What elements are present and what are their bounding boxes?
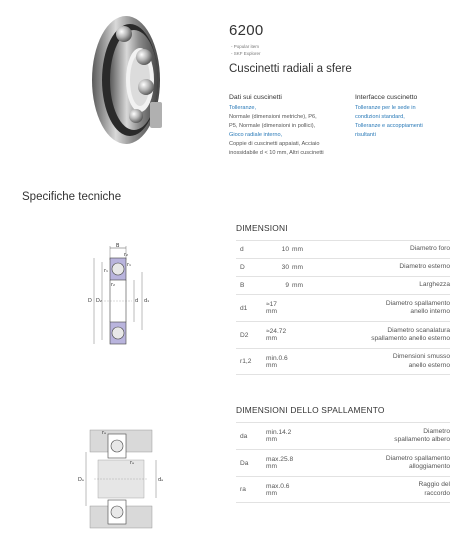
dim-description-line1: Diametro spallamento [385,454,450,462]
dim-value: 9 [285,282,289,289]
table-row [236,348,450,375]
seat-tolerances-link-cont[interactable]: condizioni standard, [355,114,405,120]
dim-symbol: r1,2 [240,358,252,365]
dim-value: 10 [281,246,289,253]
abutment-table [236,405,450,503]
dim-description [332,481,450,498]
dim-symbol: D [240,264,245,271]
dim-value: max.0.6 [266,482,290,490]
bearing-interfaces-column [355,93,455,140]
dim-description-line2: spallamento albero [394,436,450,443]
data-line-6: inossidabile d < 10 mm, Altri cuscinetti [229,150,324,156]
product-code: 6200 [229,22,264,39]
data-line-3: P5, Normale (dimensioni in pollici), [229,123,316,129]
tag-popular: - Popular item [231,44,260,49]
dim-value-stack [266,328,294,342]
technical-specs-heading: Specifiche tecniche [22,191,122,203]
label-Da: Dₐ [78,477,84,483]
dim-value-stack [266,456,302,470]
dim-value: ≈24.72 [266,328,287,335]
fits-link-cont[interactable]: risultanti [355,132,376,138]
dim-value-stack [266,355,294,369]
tag-explorer: - SKF Explorer [231,50,261,56]
abutment-drawing [76,424,166,534]
dim-description: Diametro foro [410,245,450,253]
dim-unit: mm [266,463,277,470]
dim-unit: mm [292,282,303,289]
dim-value: min.14.2 [266,429,292,436]
dim-description [324,353,450,370]
dim-value: max.25.8 [266,456,294,463]
dim-value-stack [266,483,302,497]
dim-value-stack [266,429,302,443]
bearing-interfaces-title: Interfacce cuscinetto [355,94,418,101]
dimensions-table [236,223,450,375]
table-row [236,294,450,321]
table-row [236,240,450,258]
dim-description-line1: Dimensioni smusso [392,353,450,360]
dim-symbol: ra [240,486,246,493]
dim-unit: mm [266,335,277,342]
dim-description [324,300,450,317]
dim-unit: mm [266,361,277,369]
dim-unit: mm [266,308,277,315]
bearing-data-title: Dati sui cuscinetti [229,94,282,101]
dim-description: Larghezza [419,281,450,289]
dim-description-line1: Diametro spallamento [385,299,450,307]
label-ra-inner: rₐ [130,460,135,466]
label-d: d [135,298,139,304]
table-row [236,276,450,294]
dim-description [324,327,450,344]
fits-link[interactable]: Tolleranze e accoppiamenti [355,123,423,129]
dim-symbol: Da [240,459,249,467]
label-r2-inner: r₂ [111,282,116,288]
bearing-product-image [86,12,178,148]
tolerances-link[interactable]: Tolleranze, [229,105,257,111]
label-d1: d₁ [144,298,150,304]
bearing-data-column [229,93,341,158]
dim-symbol: d1 [240,304,248,312]
dim-description [332,455,450,472]
dim-value: ≈17 [266,301,277,308]
label-D2: D₂ [96,298,102,304]
label-D: D [88,298,92,304]
dim-description: Diametro esterno [399,263,450,271]
data-line-2: Normale (dimensioni metriche), P6, [229,114,317,120]
dim-description [332,428,450,445]
label-da: dₐ [158,477,164,483]
dimensions-title: DIMENSIONI [236,223,288,233]
dim-description-line1: Diametro scanalatura [387,326,450,334]
label-B: B [116,243,120,249]
dim-description-line1: Diametro [423,427,450,435]
dim-unit: mm [292,264,303,271]
table-row [236,449,450,476]
dim-unit: mm [266,436,277,443]
dim-symbol: d [240,246,244,253]
product-tags [231,44,261,57]
dim-symbol: da [240,432,248,440]
label-ra-top: rₐ [102,430,107,436]
label-r1-left: r₁ [104,268,109,274]
dim-description-line2: raccordo [424,489,450,497]
data-line-5: Coppie di cuscinetti appaiati, Acciaio [229,141,320,147]
dim-description-line2: alloggiamento [408,463,450,470]
dim-unit: mm [266,489,277,497]
dim-unit: mm [292,246,303,253]
dim-description-line2: anello interno [410,308,450,315]
dim-symbol: D2 [240,331,249,339]
dim-description-line1: Raggio del [418,481,450,488]
abutment-title: DIMENSIONI DELLO SPALLAMENTO [236,405,385,415]
dimensions-drawing [80,242,160,354]
table-row [236,422,450,449]
dim-description-line2: spallamento anello esterno [371,335,450,342]
label-r1-right: r₁ [127,262,132,268]
table-row [236,321,450,348]
dim-value-stack [266,301,294,315]
label-r2-top: r₂ [124,252,129,258]
radial-clearance-link[interactable]: Gioco radiale interno, [229,132,283,138]
dim-description-line2: anello esterno [408,361,450,369]
dim-value: min.0.6 [266,354,288,362]
table-row [236,476,450,503]
product-title: Cuscinetti radiali a sfere [229,63,352,75]
dim-symbol: B [240,282,245,289]
seat-tolerances-link[interactable]: Tolleranze per le sede in [355,105,416,111]
table-row [236,258,450,276]
dim-value: 30 [281,264,289,271]
